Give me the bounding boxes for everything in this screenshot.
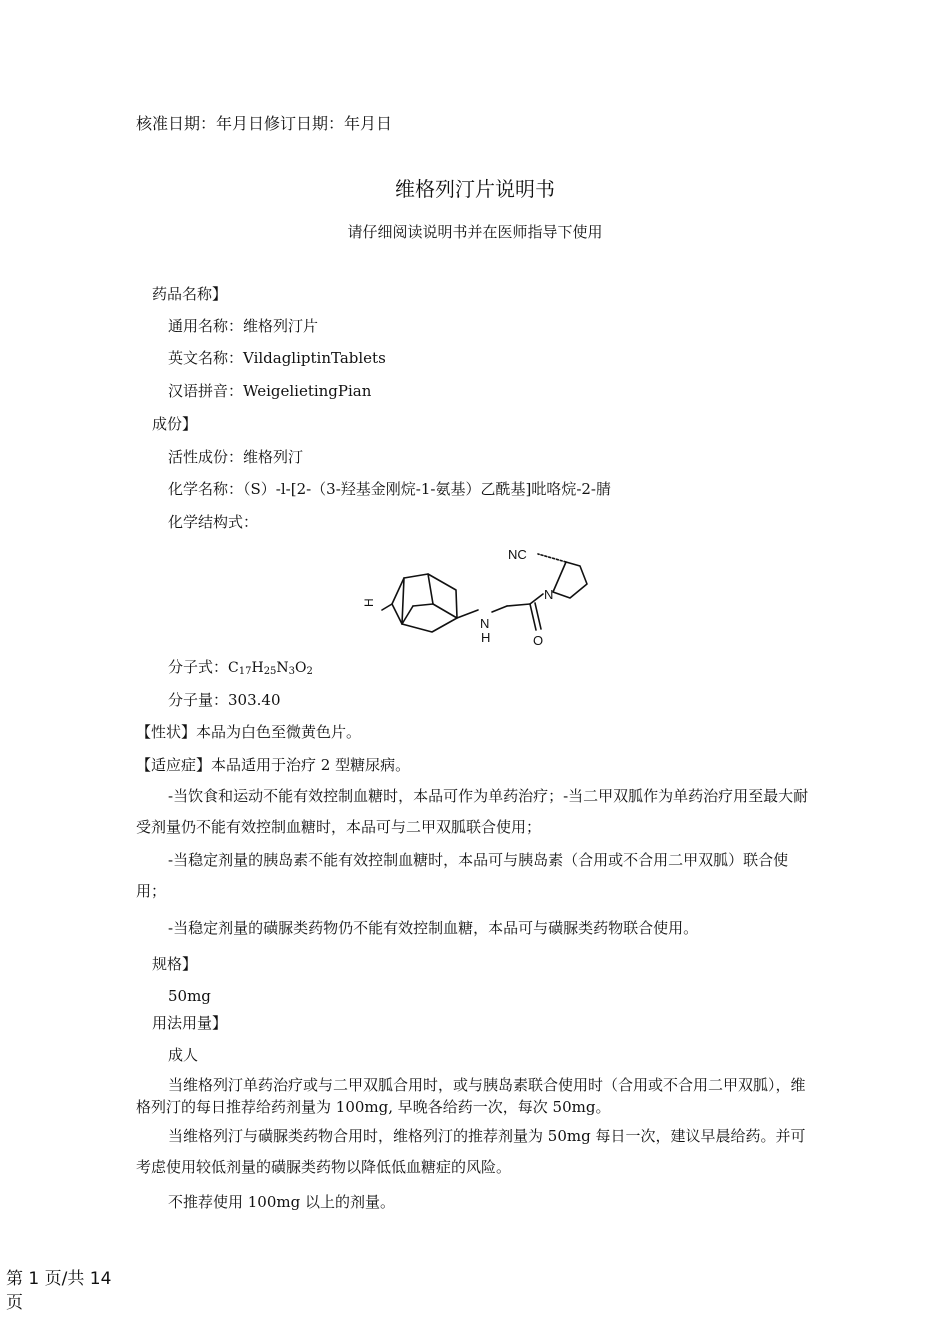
- active-ingredient: 活性成份：维格列汀: [168, 448, 304, 466]
- dosage-paragraph-1: 当维格列汀单药治疗或与二甲双胍合用时，或与胰岛素联合使用时（合用或不合用二甲双胍），维格列汀的每日推荐给药剂量为 100mg, 早晚各给药一次，每次 50mg。: [136, 1076, 806, 1116]
- atom-label-amine-n: N: [480, 616, 490, 631]
- formula-value: $C_{17}H_{25}N_3O_2$: [228, 660, 313, 677]
- dosage-adults: 成人: [168, 1046, 199, 1064]
- dosage-paragraph-3: 不推荐使用 100mg 以上的剂量。: [168, 1193, 395, 1211]
- chemical-structure-diagram: [360, 540, 600, 652]
- specification-heading: 规格】: [152, 955, 198, 973]
- structure-label: 化学结构式：: [168, 513, 259, 531]
- pinyin-name: 汉语拼音：WeigelietingPian: [168, 382, 372, 400]
- atom-label-oxygen: O: [533, 633, 544, 648]
- atom-label-ring-n: N: [544, 587, 554, 602]
- molecular-formula: [168, 657, 313, 682]
- atom-label-hydroxyl: H: [362, 598, 376, 607]
- formula-label: 分子式：: [168, 658, 229, 676]
- dosage-paragraph-2: 当维格列汀与磺脲类药物合用时，维格列汀的推荐剂量为 50mg 每日一次，建议早晨给药。并可考虑使用较低剂量的磺脲类药物以降低低血糖症的风险。: [136, 1127, 806, 1176]
- document-subtitle: 请仔细阅读说明书并在医师指导下使用: [347, 223, 603, 241]
- approval-date-line: 核准日期：年月日修订日期：年月日: [136, 114, 393, 133]
- english-name: 英文名称：VildagliptinTablets: [168, 349, 386, 367]
- chemical-name: 化学名称：（S）-l-[2-（3-羟基金刚烷-1-氨基）乙酰基]吡咯烷-2-腈: [168, 480, 612, 498]
- atom-label-nc: NC: [508, 547, 527, 562]
- indication-item-2: -当稳定剂量的胰岛素不能有效控制血糖时，本品可与胰岛素（合用或不合用二甲双胍）联合使用；: [136, 851, 789, 900]
- indication-item-1: -当饮食和运动不能有效控制血糖时，本品可作为单药治疗；-当二甲双胍作为单药治疗用至最大耐受剂量仍不能有效控制血糖时，本品可与二甲双胍联合使用；: [136, 787, 809, 836]
- generic-name: 通用名称：维格列汀片: [168, 317, 319, 335]
- indications-heading: 【适应症】本品适用于治疗 2 型糖尿病。: [136, 756, 411, 774]
- appearance-section: 【性状】本品为白色至微黄色片。: [136, 723, 362, 741]
- dosage-heading: 用法用量】: [152, 1014, 228, 1032]
- specification-value: 50mg: [168, 987, 211, 1005]
- composition-heading: 成份】: [152, 415, 198, 433]
- page-number: 第 1 页/共 14 页: [6, 1269, 112, 1313]
- atom-label-amine-h: H: [481, 630, 491, 645]
- molecular-weight: 分子量：303.40: [168, 691, 281, 709]
- drug-name-heading: 药品名称】: [152, 285, 228, 303]
- document-title: 维格列汀片说明书: [395, 177, 555, 201]
- indication-item-3: -当稳定剂量的磺脲类药物仍不能有效控制血糖，本品可与磺脲类药物联合使用。: [168, 919, 699, 937]
